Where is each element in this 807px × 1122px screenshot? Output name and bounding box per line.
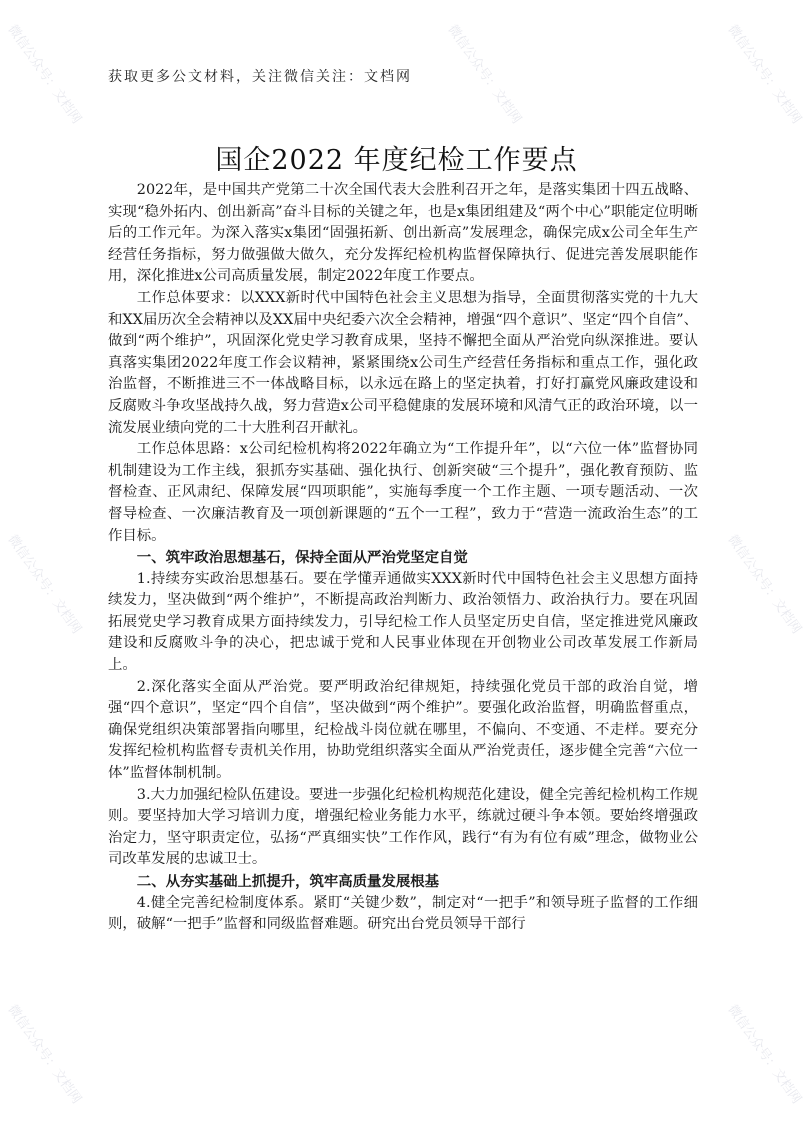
section-heading: 二、从夯实基础上抓提升，筑牢高质量发展根基 [136,873,440,890]
document-body [108,180,698,936]
paragraph: 2.深化落实全面从严治党。要严明政治纪律规矩，持续强化党员干部的政治自觉，增强“四个意识”，坚定“四个自信”，坚决做到“两个维护”。要强化政治监督，明确监督重点，确保党组织决策部署指向哪里，纪检战斗岗位就在哪里，不偏向、不变通、不走样。要充分发挥纪检机构监督专责机关作用，协助党组织落实全面从严治党责任，逐步健全完善“六位一体”监督体制机制。 [108,678,698,782]
document-title: 国企2022 年度纪检工作要点 [215,145,578,176]
paragraph: 工作总体要求：以XXX新时代中国特色社会主义思想为指导，全面贯彻落实党的十九大和XX届历次全会精神以及XX届中央纪委六次全会精神，增强“四个意识”、坚定“四个自信”、做到“两个维护”，巩固深化党史学习教育成果，坚持不懈把全面从严治党向纵深推进。要认真落实集团2022年度工作会议精神，紧紧围绕x公司生产经营任务指标和重点工作，强化政治监督，不断推进三不一体战略目标，以永远在路上的坚定执着，打好打赢党风廉政建设和反腐败斗争攻坚战持久战，努力营造x公司平稳健康的发展环境和风清气正的政治环境，以一流发展业绩向党的二十大胜利召开献礼。 [108,289,698,436]
header-note: 获取更多公文材料，关注微信关注：文档网 [108,69,412,85]
watermark-text: 微信公众号：文档网 [724,1002,804,1107]
paragraph: 4.健全完善纪检制度体系。紧盯“关键少数”，制定对“一把手”和领导班子监督的工作细则，破解“一把手”监督和同级监督难题。研究出台党员领导干部行 [108,894,698,933]
watermark-text: 微信公众号：文档网 [724,22,804,127]
paragraph: 2022年，是中国共产党第二十次全国代表大会胜利召开之年，是落实集团十四五战略、实现“稳外拓内、创出新高”奋斗目标的关键之年，也是x集团组建及“两个中心”职能定位明晰后的工作元年。为深入落实x集团“固强拓新、创出新高”发展理念，确保完成x公司全年生产经营任务指标，努力做强做大做久，充分发挥纪检机构监督保障执行、促进完善发展职能作用，深化推进x公司高质量发展，制定2022年度工作要点。 [108,182,698,285]
watermark-text: 微信公众号：文档网 [724,532,804,637]
watermark-text: 微信公众号：文档网 [4,1002,84,1107]
watermark-text: 微信公众号：文档网 [444,22,524,127]
watermark-text: 微信公众号：文档网 [4,532,84,637]
paragraph: 工作总体思路：x公司纪检机构将2022年确立为“工作提升年”，以“六位一体”监督协同机制建设为工作主线，狠抓夯实基础、强化执行、创新突破“三个提升”，强化教育预防、监督检查、正风肃纪、保障发展“四项职能”，实施每季度一个工作主题、一项专题活动、一次督导检查、一次廉洁教育及一项创新课题的“五个一工程”，致力于“营造一流政治生态”的工作目标。 [108,441,698,544]
paragraph: 1.持续夯实政治思想基石。要在学懂弄通做实XXX新时代中国特色社会主义思想方面持续发力，坚决做到“两个维护”，不断提高政治判断力、政治领悟力、政治执行力。要在巩固拓展党史学习教育成果方面持续发力，引导纪检工作人员坚定历史自信，坚定推进党风廉政建设和反腐败斗争的决心，把忠诚于党和人民事业体现在开创物业公司改革发展工作新局上。 [108,570,698,674]
paragraph: 3.大力加强纪检队伍建设。要进一步强化纪检机构规范化建设，健全完善纪检机构工作规则。要坚持加大学习培训力度，增强纪检业务能力水平，练就过硬斗争本领。要始终增强政治定力，坚守职责定位，弘扬“严真细实快”工作作风，践行“有为有位有威”理念，做物业公司改革发展的忠诚卫士。 [108,786,698,868]
section-heading: 一、筑牢政治思想基石，保持全面从严治党坚定自觉 [136,549,468,567]
watermark-text: 微信公众号：文档网 [4,22,84,127]
